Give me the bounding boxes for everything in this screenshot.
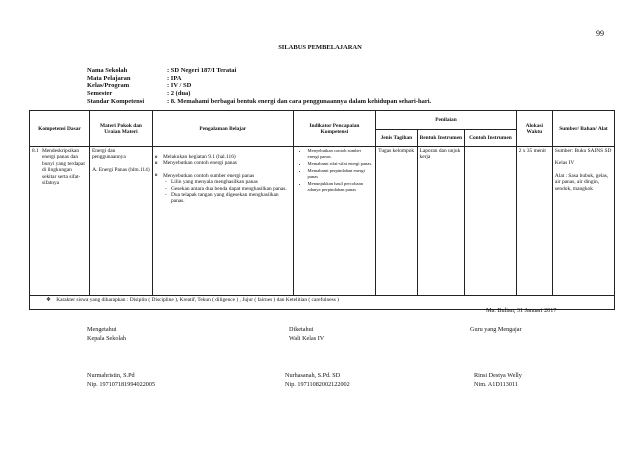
header-materi: Materi Pokok dan Uraian Materi: [89, 111, 152, 147]
indikator-item: • Menunjukkan hasil percobaan adanya perpindahan panas: [308, 181, 374, 193]
meta-row: [87, 90, 431, 98]
indikator-cell: [293, 147, 376, 296]
sig-name: Rinsi Destya Welly: [474, 372, 522, 379]
syllabus-meta: [87, 67, 431, 106]
meta-row: [87, 67, 431, 75]
header-indikator: Indikator Pencapaian Kompetensi: [293, 111, 376, 147]
pengalaman-item: o Melakukan kegiatan 9.1 (hal.116): [155, 154, 291, 160]
pengalaman-subitem: - Gesekan antara dua benda dapat menghasilkan panas.: [165, 186, 291, 192]
materi-cell: [89, 147, 152, 296]
meta-value: : IV / SD: [167, 82, 192, 90]
jenis-cell: Tugas kelompok: [376, 147, 417, 296]
meta-row: [87, 98, 431, 106]
indikator-item: • Memahami sifat-sifat energi panas.: [308, 161, 374, 167]
sumber-tools: Alat : Sasa bubuk, gelas, air panas, air dingin, sendok, mangkok: [554, 172, 609, 192]
materi-subtopic: A. Energi Panas (hlm.114): [92, 166, 150, 173]
indikator-item: • Menyebutkan contoh sumber energi panas.: [308, 148, 374, 160]
signature-teacher-name: [474, 372, 522, 389]
page-title: SILABUS PEMBELAJARAN: [278, 44, 362, 51]
page-number: 99: [596, 29, 604, 38]
kd-number: 8.1: [32, 148, 39, 154]
signature-principal-name: [87, 372, 155, 389]
header-jenis: Jenis Tagihan: [376, 130, 417, 147]
alokasi-cell: 2 x 35 menit: [516, 147, 552, 296]
sig-caption: Diketahui: [289, 326, 314, 333]
meta-key: Semester: [87, 90, 113, 98]
sumber-class: Kelas IV: [554, 160, 575, 167]
pengalaman-item: o Menyebutkan contoh energi panas: [155, 160, 291, 166]
meta-key: Kelas/Program: [87, 82, 130, 90]
sumber-source: Sumber: Buku SAINS SD: [554, 148, 612, 154]
pengalaman-subitem: - Lilin yang menyala menghasilkan panas: [165, 179, 291, 185]
diamond-bullet-icon: ❖: [46, 297, 51, 303]
karakter-text: Karakter siswa yang diharapkan : Disiplin ( Discipline ), Kreatif, Tekun ( diligence ) , Jujur ( fairnes ) dan Ketelitian ( carefulness ): [56, 297, 339, 303]
sig-name: Nurmahristin, S.Pd: [87, 372, 135, 379]
header-kompetensi: Kompetensi Dasar: [30, 111, 90, 147]
sumber-cell: [552, 147, 614, 296]
header-penilaian: Penilaian: [376, 111, 517, 130]
contoh-cell: [465, 147, 517, 296]
meta-key: Nama Sekolah: [87, 67, 128, 74]
meta-key: Standar Kompetensi: [87, 97, 145, 105]
syllabus-table: [29, 110, 615, 310]
meta-value: : 8. Memahami berbagai bentuk energi dan cara penggunaannya dalam kehidupan sehari-hari.: [167, 97, 432, 105]
header-pengalaman: Pengalaman Belajar: [152, 111, 293, 147]
header-contoh: Contoh Instrumen: [465, 130, 517, 147]
signature-principal: [87, 326, 126, 343]
sig-name: Nurhasanah, S.Pd. SD: [285, 372, 341, 379]
sig-nip: Nip. 19711082002122002: [285, 380, 350, 388]
meta-value: : IPA: [167, 74, 182, 82]
meta-value: : SD Negeri 187/I Teratai: [167, 67, 237, 74]
meta-value: : 2 (dua): [167, 90, 191, 98]
sig-nip: Nip. 197107181994022005: [87, 380, 156, 388]
sig-role: Kepala Sekolah: [87, 334, 127, 342]
indikator-item: • Memahami perpindahan energi panas: [308, 168, 374, 180]
signature-homeroom-name: [285, 372, 350, 389]
bentuk-cell: Laporan dan unjuk kerja: [417, 147, 465, 296]
pengalaman-item: o Menyebutkan contoh sumber energi panas: [155, 173, 291, 179]
pengalaman-subitem: - Dua telapak tangan yang digesekan menghasilkan panas.: [165, 192, 291, 205]
meta-row: [87, 75, 431, 83]
header-alokasi: Alokasi Waktu: [516, 111, 552, 147]
meta-row: [87, 82, 431, 90]
signature-teacher: [470, 326, 522, 335]
kd-text: Mendeskripsikan energi panas dan bunyi yang terdapat di lingkungan sekitar serta sifat-sifatnya: [42, 148, 85, 187]
signing-date: Ma. Bulian, 31 Januari 2017: [486, 307, 557, 314]
pengalaman-cell: [152, 147, 293, 296]
sig-caption: Mengetahui: [87, 326, 117, 333]
sig-caption: Guru yang Mengajar: [470, 326, 522, 333]
header-sumber: Sumber/ Bahan/ Alat: [552, 111, 614, 147]
meta-key: Mata Pelajaran: [87, 74, 131, 82]
materi-topic: Energi dan penggunaannya: [91, 148, 126, 161]
kompetensi-cell: [30, 147, 90, 296]
sig-role: Wali Kelas IV: [289, 334, 325, 342]
sig-nip: Nim. A1D113011: [474, 380, 518, 388]
signature-homeroom: [289, 326, 324, 343]
header-bentuk: Bentuk Instrumen: [417, 130, 465, 147]
